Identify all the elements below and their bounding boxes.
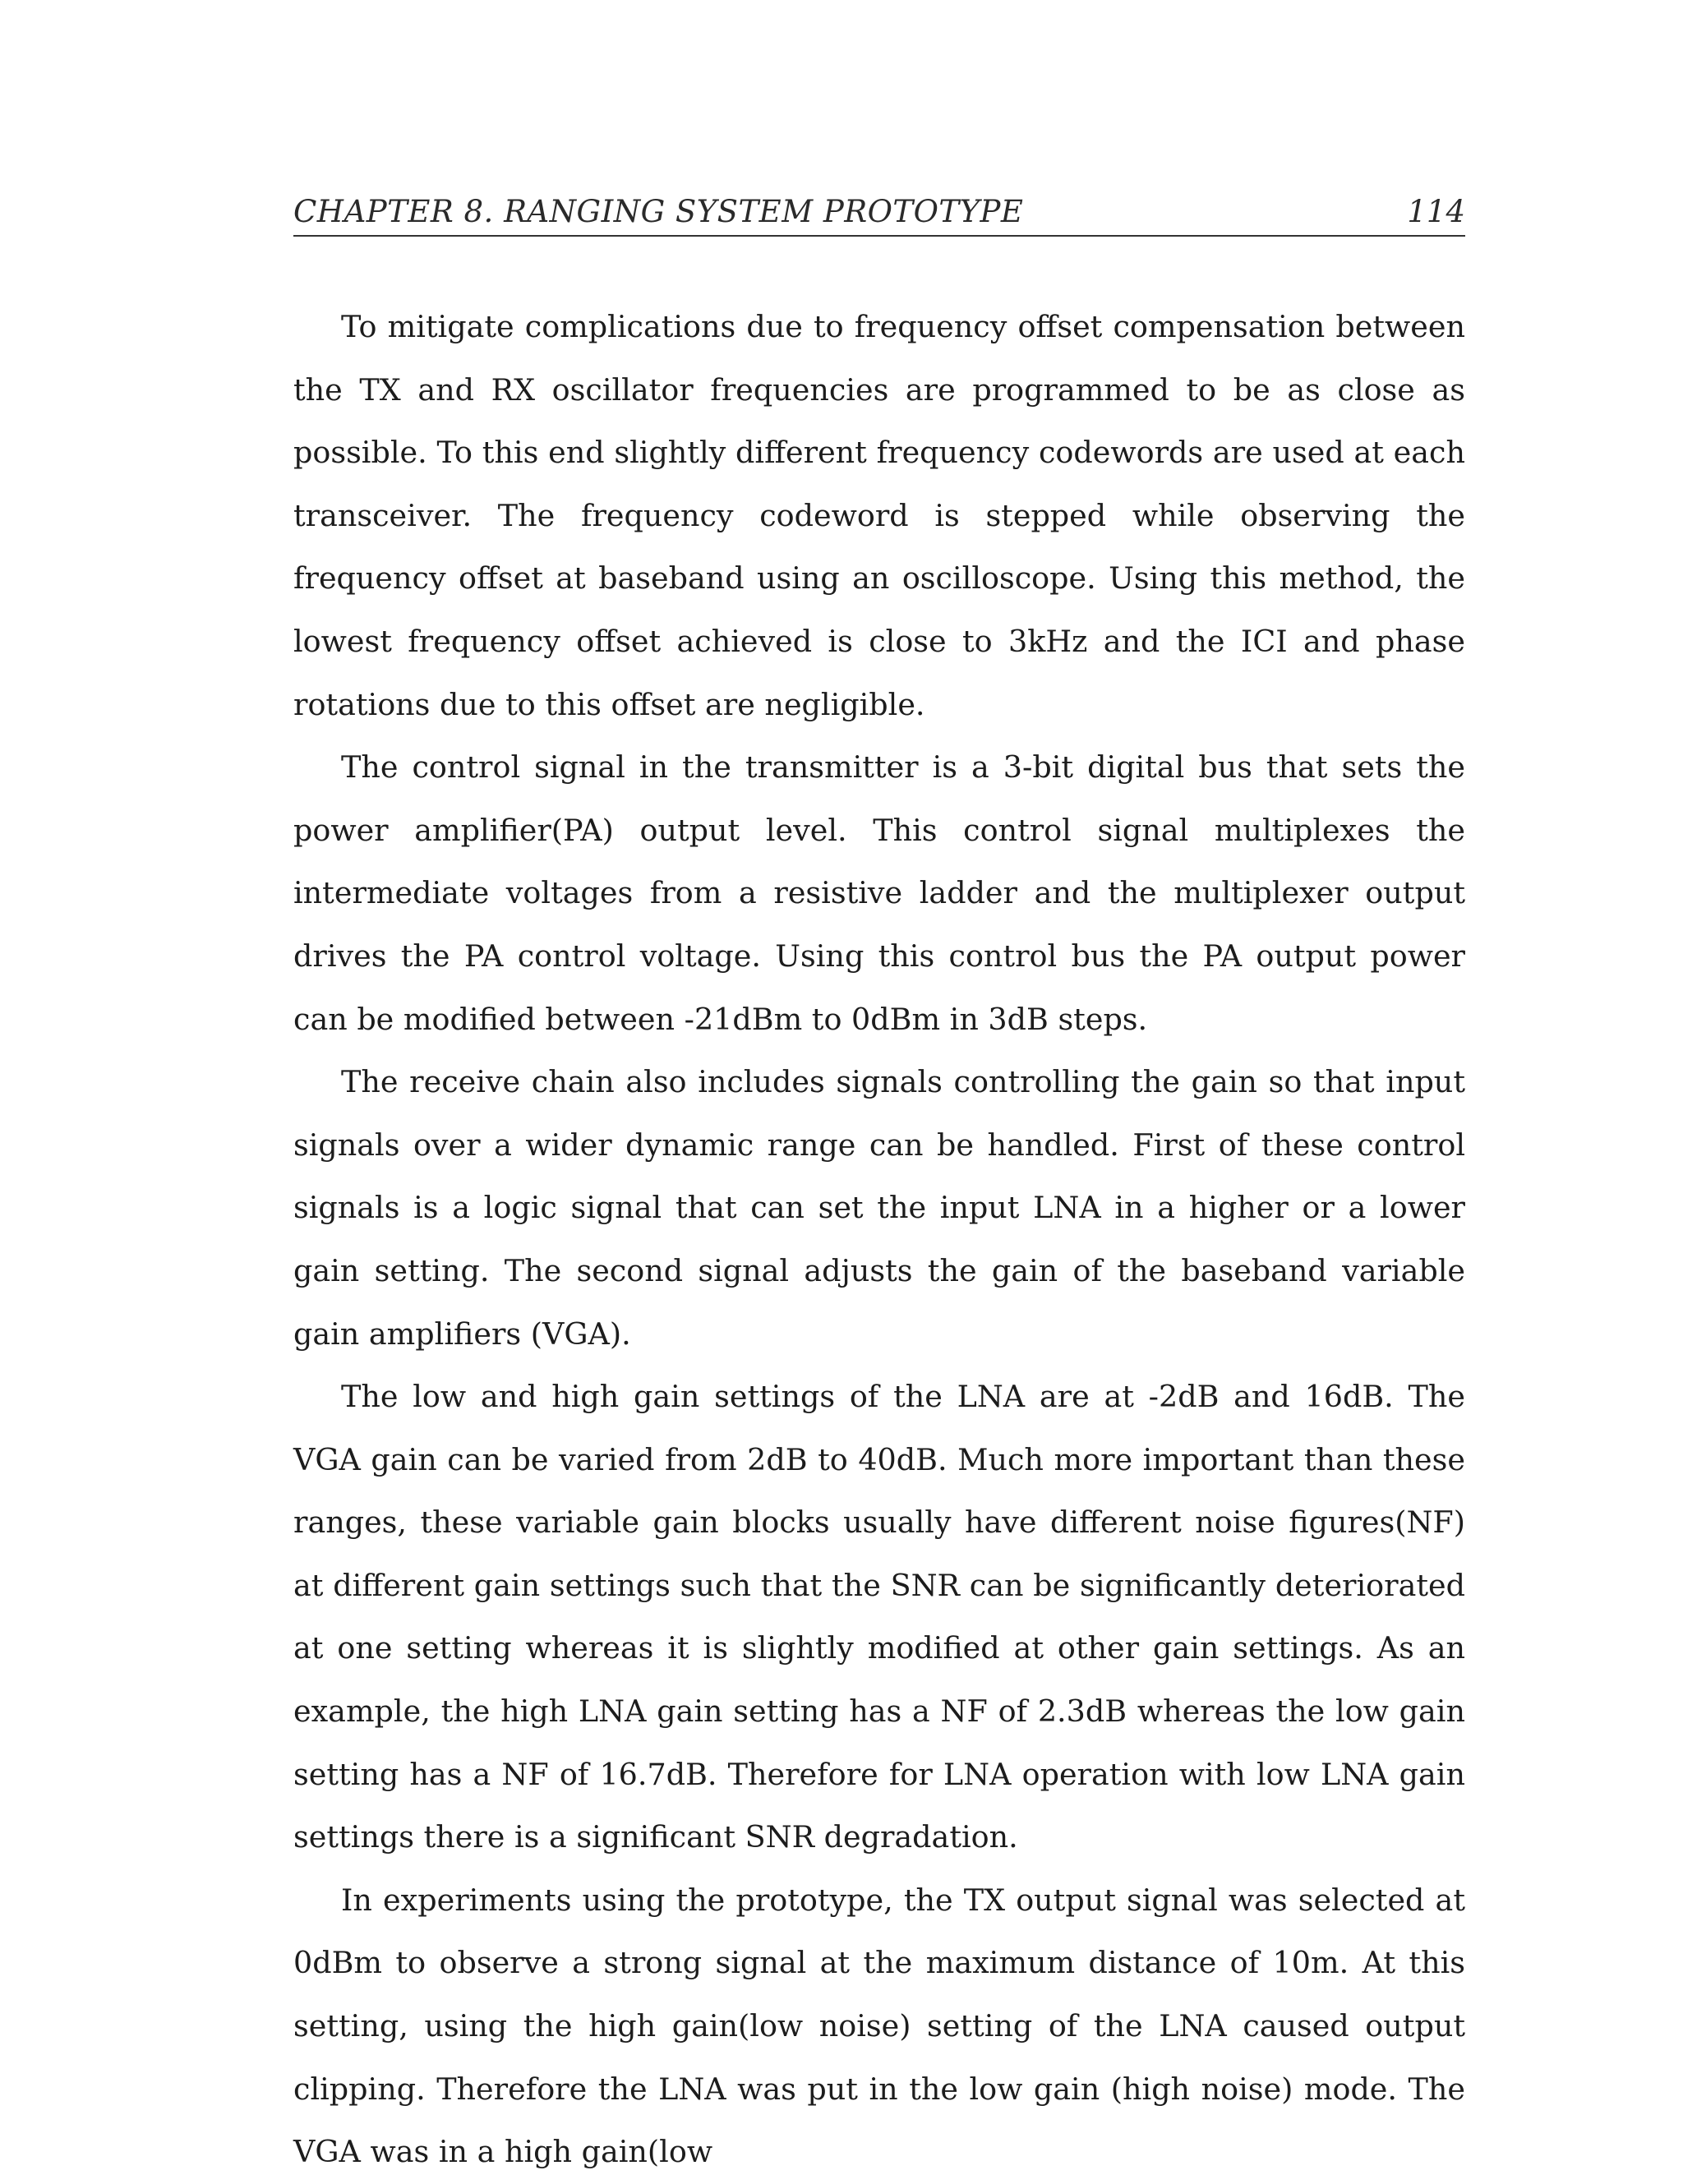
page-number: 114 [1407, 194, 1465, 229]
paragraph-tx-control-signal: The control signal in the transmitter is a 3-bit digital bus that sets the power amplifier(PA) output level. This control signal multiplexes the intermediate voltages from a resistive ladder and the multiplexer output drives the PA control voltage. Using this control bus the PA output power can be modified between -21dBm to 0dBm in 3dB steps. [293, 749, 1465, 1037]
chapter-title: CHAPTER 8. RANGING SYSTEM PROTOTYPE [293, 194, 1024, 229]
running-header [293, 189, 1465, 237]
paragraph-frequency-offset: To mitigate complications due to frequency offset compensation between the TX and RX oscillator frequencies are programmed to be as close as possible. To this end slightly different frequency codewords are used at each transceiver. The frequency codeword is stepped while observing the frequency offset at baseband using an oscilloscope. Using this method, the lowest frequency offset achieved is close to 3kHz and the ICI and phase rotations due to this offset are negligible. [293, 309, 1465, 722]
paragraph-experiment-settings: In experiments using the prototype, the TX output signal was selected at 0dBm to observe a strong signal at the maximum distance of 10m. At this setting, using the high gain(low noise) setting of the LNA caused output clipping. Therefore the LNA was put in the low gain (high noise) mode. The VGA was in a high gain(low [293, 1882, 1465, 2170]
paragraph-receive-gain-control: The receive chain also includes signals controlling the gain so that input signals over a wider dynamic range can be handled. First of these control signals is a logic signal that can set the input LNA in a higher or a lower gain setting. The second signal adjusts the gain of the baseband variable gain amplifiers (VGA). [293, 1064, 1465, 1352]
body-text [293, 296, 1465, 2184]
paragraph-gain-settings-noise: The low and high gain settings of the LNA are at -2dB and 16dB. The VGA gain can be varied from 2dB to 40dB. Much more important than these ranges, these variable gain blocks usually have different noise figures(NF) at different gain settings such that the SNR can be significantly deteriorated at one setting whereas it is slightly modified at other gain settings. As an example, the high LNA gain setting has a NF of 2.3dB whereas the low gain setting has a NF of 16.7dB. Therefore for LNA operation with low LNA gain settings there is a significant SNR degradation. [293, 1379, 1465, 1855]
